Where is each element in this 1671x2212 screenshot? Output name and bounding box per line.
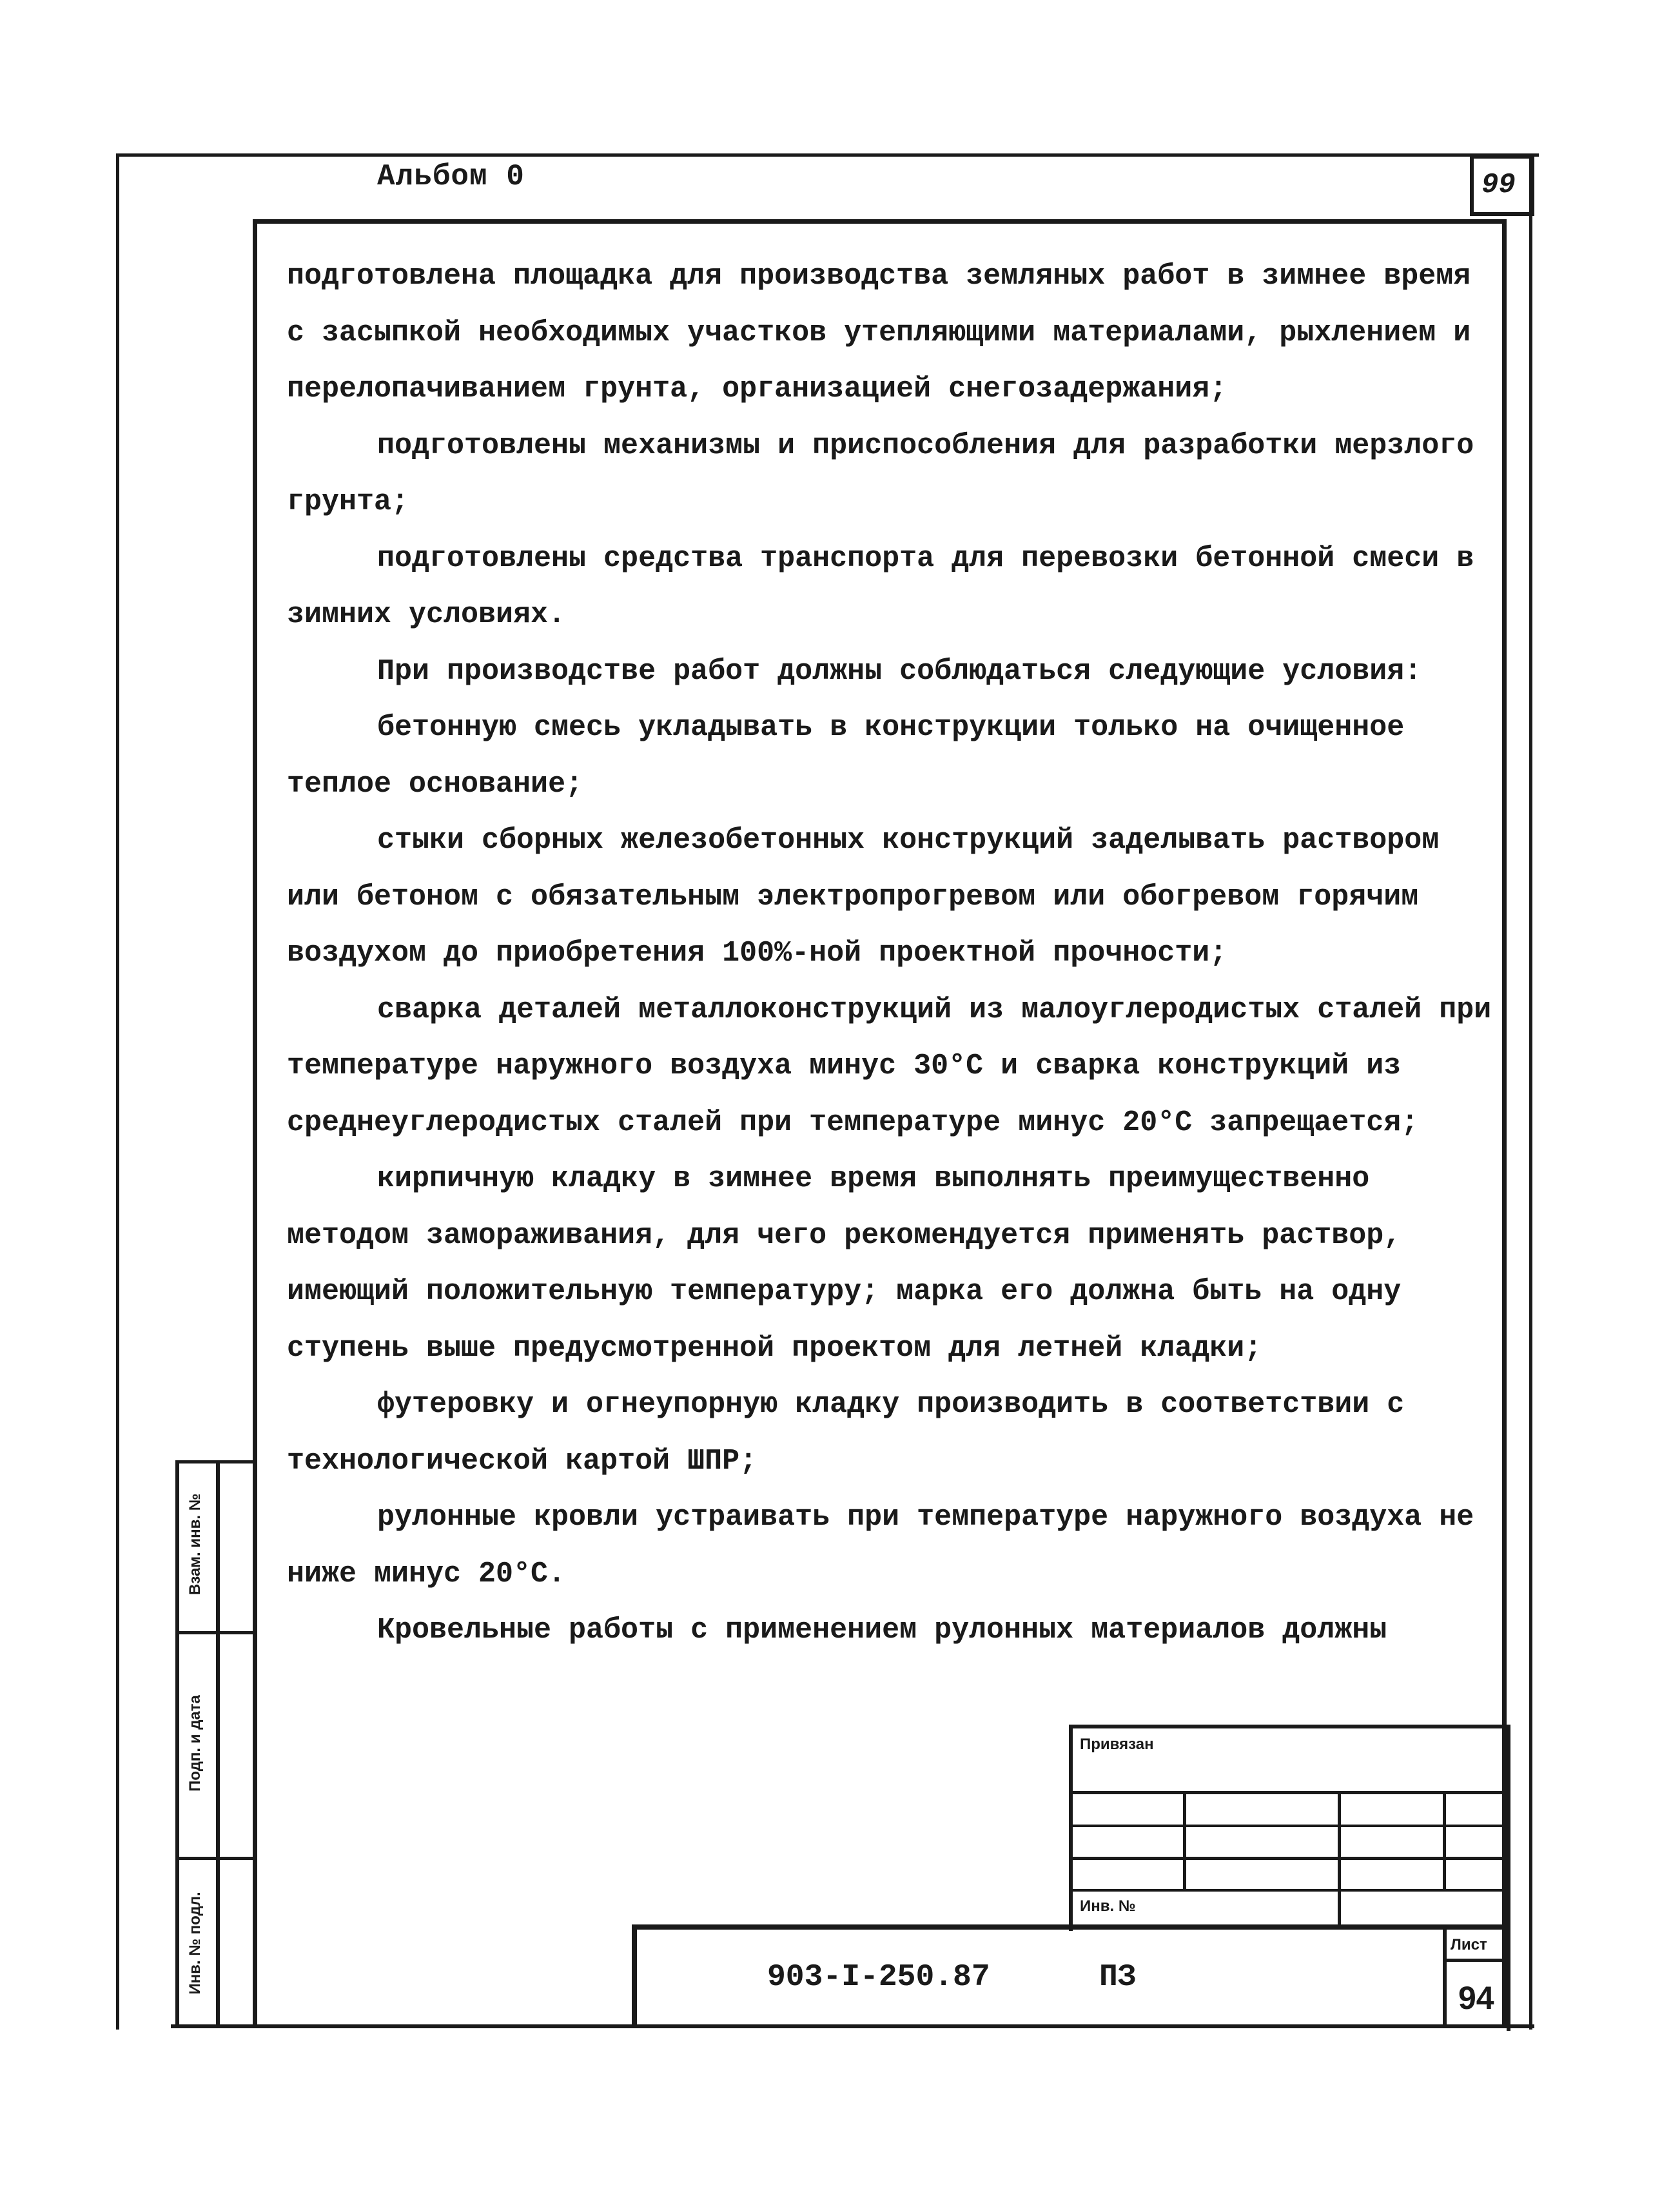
side-stamp-div-1: [175, 1631, 256, 1634]
frame-left-outer: [116, 153, 119, 2030]
paragraph: футеровку и огнеупорную кладку производить в соответствии с технологической картой ШПР;: [287, 1388, 1405, 1478]
side-label-inv-orig: Инв. № подл.: [186, 1892, 204, 1995]
tb-sheet-row: [1443, 1959, 1510, 1962]
sheet-number: 94: [1458, 1980, 1494, 2016]
paragraph: подготовлены средства транспорта для перевозки бетонной смеси в зимних условиях.: [287, 542, 1474, 631]
inv-label: Инв. №: [1080, 1897, 1136, 1915]
album-label: Альбом 0: [377, 160, 525, 193]
tb-col-2: [1338, 1791, 1341, 1930]
side-stamp-div-2: [175, 1857, 256, 1860]
frame-inner-top: [253, 219, 1507, 224]
side-stamp-outer-left: [175, 1460, 179, 2028]
page-number: 99: [1481, 169, 1516, 201]
tb-main-top: [632, 1924, 1510, 1930]
paragraph: При производстве работ должны соблюдаться следующие условия:: [377, 654, 1422, 688]
paragraph: кирпичную кладку в зимнее время выполнять преимущественно методом замораживания, для чего рекомендуется применять раствор, имеющий положительную температуру; марка его должна быть на одну ступень выше предусмотренной проектом для летней кладки;: [287, 1162, 1402, 1365]
side-stamp-top: [175, 1460, 256, 1463]
tb-sheet-divider: [1443, 1924, 1447, 2028]
paragraph: бетонную смесь укладывать в конструкции только на очищенное теплое основание;: [287, 711, 1405, 801]
side-label-sign-date: Подп. и дата: [186, 1695, 204, 1792]
tb-main-left: [632, 1924, 637, 2028]
bound-label: Привязан: [1080, 1736, 1154, 1753]
paragraph: рулонные кровли устраивать при температуре наружного воздуха не ниже минус 20°С.: [287, 1501, 1474, 1590]
paragraph: стыки сборных железобетонных конструкций заделывать раствором или бетоном с обязательным электропрогревом или обогревом горячим воздухом до приобретения 100%-ной проектной прочности;: [287, 824, 1440, 970]
paragraph: сварка деталей металлоконструкций из малоуглеродистых сталей при температуре наружного воздуха минус 30°С и сварка конструкций из среднеуглеродистых сталей при температуре минус 20°С запрещается;: [287, 993, 1492, 1139]
sheet-label: Лист: [1451, 1936, 1487, 1953]
paragraph: подготовлена площадка для производства земляных работ в зимнее время с засыпкой необходимых участков утепляющими материалами, рыхлением и перелопачиванием грунта, организацией снегозадержания;: [287, 260, 1471, 406]
side-label-replaced-inv: Взам. инв. №: [186, 1493, 204, 1595]
tb-upper-left: [1069, 1725, 1073, 1931]
paragraph: подготовлены механизмы и приспособления для разработки мерзлого грунта;: [287, 429, 1474, 518]
tb-col-1: [1183, 1791, 1186, 1891]
frame-right-outer: [1529, 153, 1532, 2030]
document-body: [287, 248, 1499, 1659]
document-section: ПЗ: [1099, 1960, 1137, 1995]
frame-inner-left: [253, 222, 257, 2028]
side-stamp-mid: [216, 1460, 220, 2028]
frame-top: [116, 153, 1539, 157]
paragraph: Кровельные работы с применением рулонных материалов должны: [377, 1614, 1387, 1647]
tb-upper-right: [1507, 1725, 1510, 2031]
tb-upper-top: [1069, 1725, 1510, 1728]
tb-col-3: [1443, 1791, 1446, 1891]
frame-bottom: [171, 2024, 1534, 2028]
frame-inner-right: [1502, 219, 1507, 2028]
document-code: 903-I-250.87: [767, 1960, 990, 1995]
